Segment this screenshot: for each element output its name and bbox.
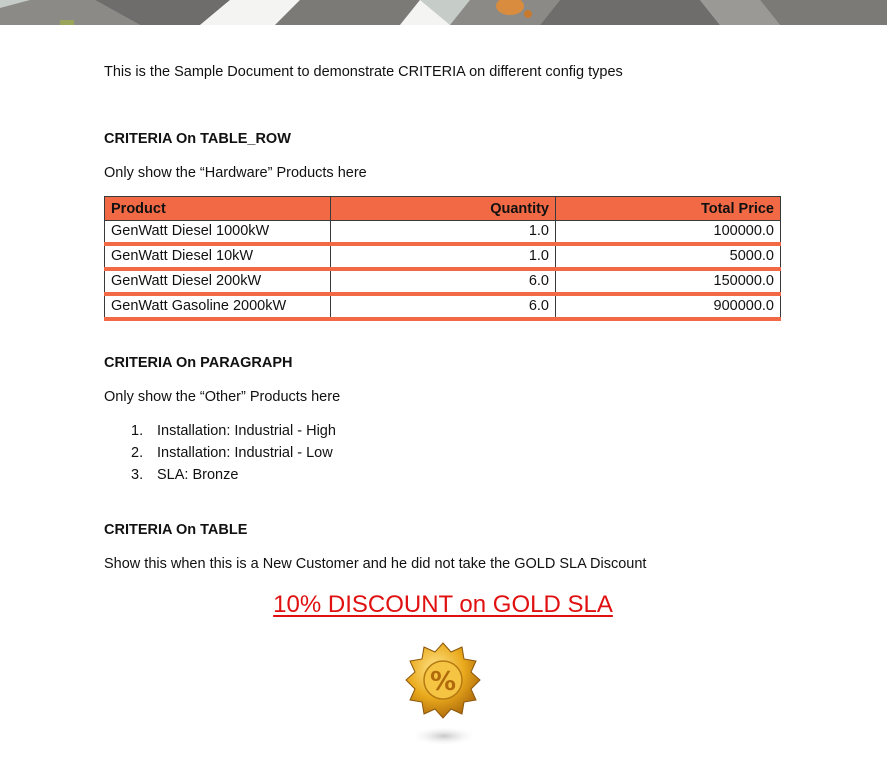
table-row (105, 269, 781, 294)
table-row-section-description: Only show the “Hardware” Products here (104, 165, 367, 181)
cell-quantity: 6.0 (331, 269, 556, 294)
list-item-number: 1. (131, 423, 144, 439)
gold-percent-badge-icon (404, 640, 482, 750)
table-row-section-heading: CRITERIA On TABLE_ROW (104, 131, 291, 147)
list-item-text: Installation: Industrial - Low (157, 445, 333, 461)
column-header-quantity: Quantity (331, 197, 556, 221)
table-section-heading: CRITERIA On TABLE (104, 522, 248, 538)
list-item-number: 2. (131, 445, 144, 461)
cell-total-price: 5000.0 (556, 244, 781, 269)
list-item-text: Installation: Industrial - High (157, 423, 336, 439)
gold-sla-discount-text: 10% DISCOUNT on GOLD SLA (273, 591, 613, 618)
table-header-row (105, 197, 781, 221)
paragraph-section-heading: CRITERIA On PARAGRAPH (104, 355, 293, 371)
cell-total-price: 900000.0 (556, 294, 781, 319)
paragraph-section-description: Only show the “Other” Products here (104, 389, 341, 405)
cell-quantity: 6.0 (331, 294, 556, 319)
hardware-products-table (104, 196, 781, 321)
cell-total-price: 150000.0 (556, 269, 781, 294)
cell-product: GenWatt Diesel 1000kW (105, 221, 331, 245)
list-item-text: SLA: Bronze (157, 467, 239, 483)
cell-product: GenWatt Gasoline 2000kW (105, 294, 331, 319)
cell-product: GenWatt Diesel 200kW (105, 269, 331, 294)
cell-quantity: 1.0 (331, 244, 556, 269)
svg-text:%: % (429, 667, 457, 697)
table-row (105, 294, 781, 319)
cell-quantity: 1.0 (331, 221, 556, 245)
table-section-description: Show this when this is a New Customer and he did not take the GOLD SLA Discount (104, 556, 647, 572)
column-header-product: Product (105, 197, 331, 221)
list-item-number: 3. (131, 467, 144, 483)
cell-total-price: 100000.0 (556, 221, 781, 245)
header-banner-mountains-image (0, 0, 887, 25)
column-header-total-price: Total Price (556, 197, 781, 221)
table-row (105, 244, 781, 269)
table-row (105, 221, 781, 245)
intro-text: This is the Sample Document to demonstrate CRITERIA on different config types (104, 64, 623, 80)
cell-product: GenWatt Diesel 10kW (105, 244, 331, 269)
